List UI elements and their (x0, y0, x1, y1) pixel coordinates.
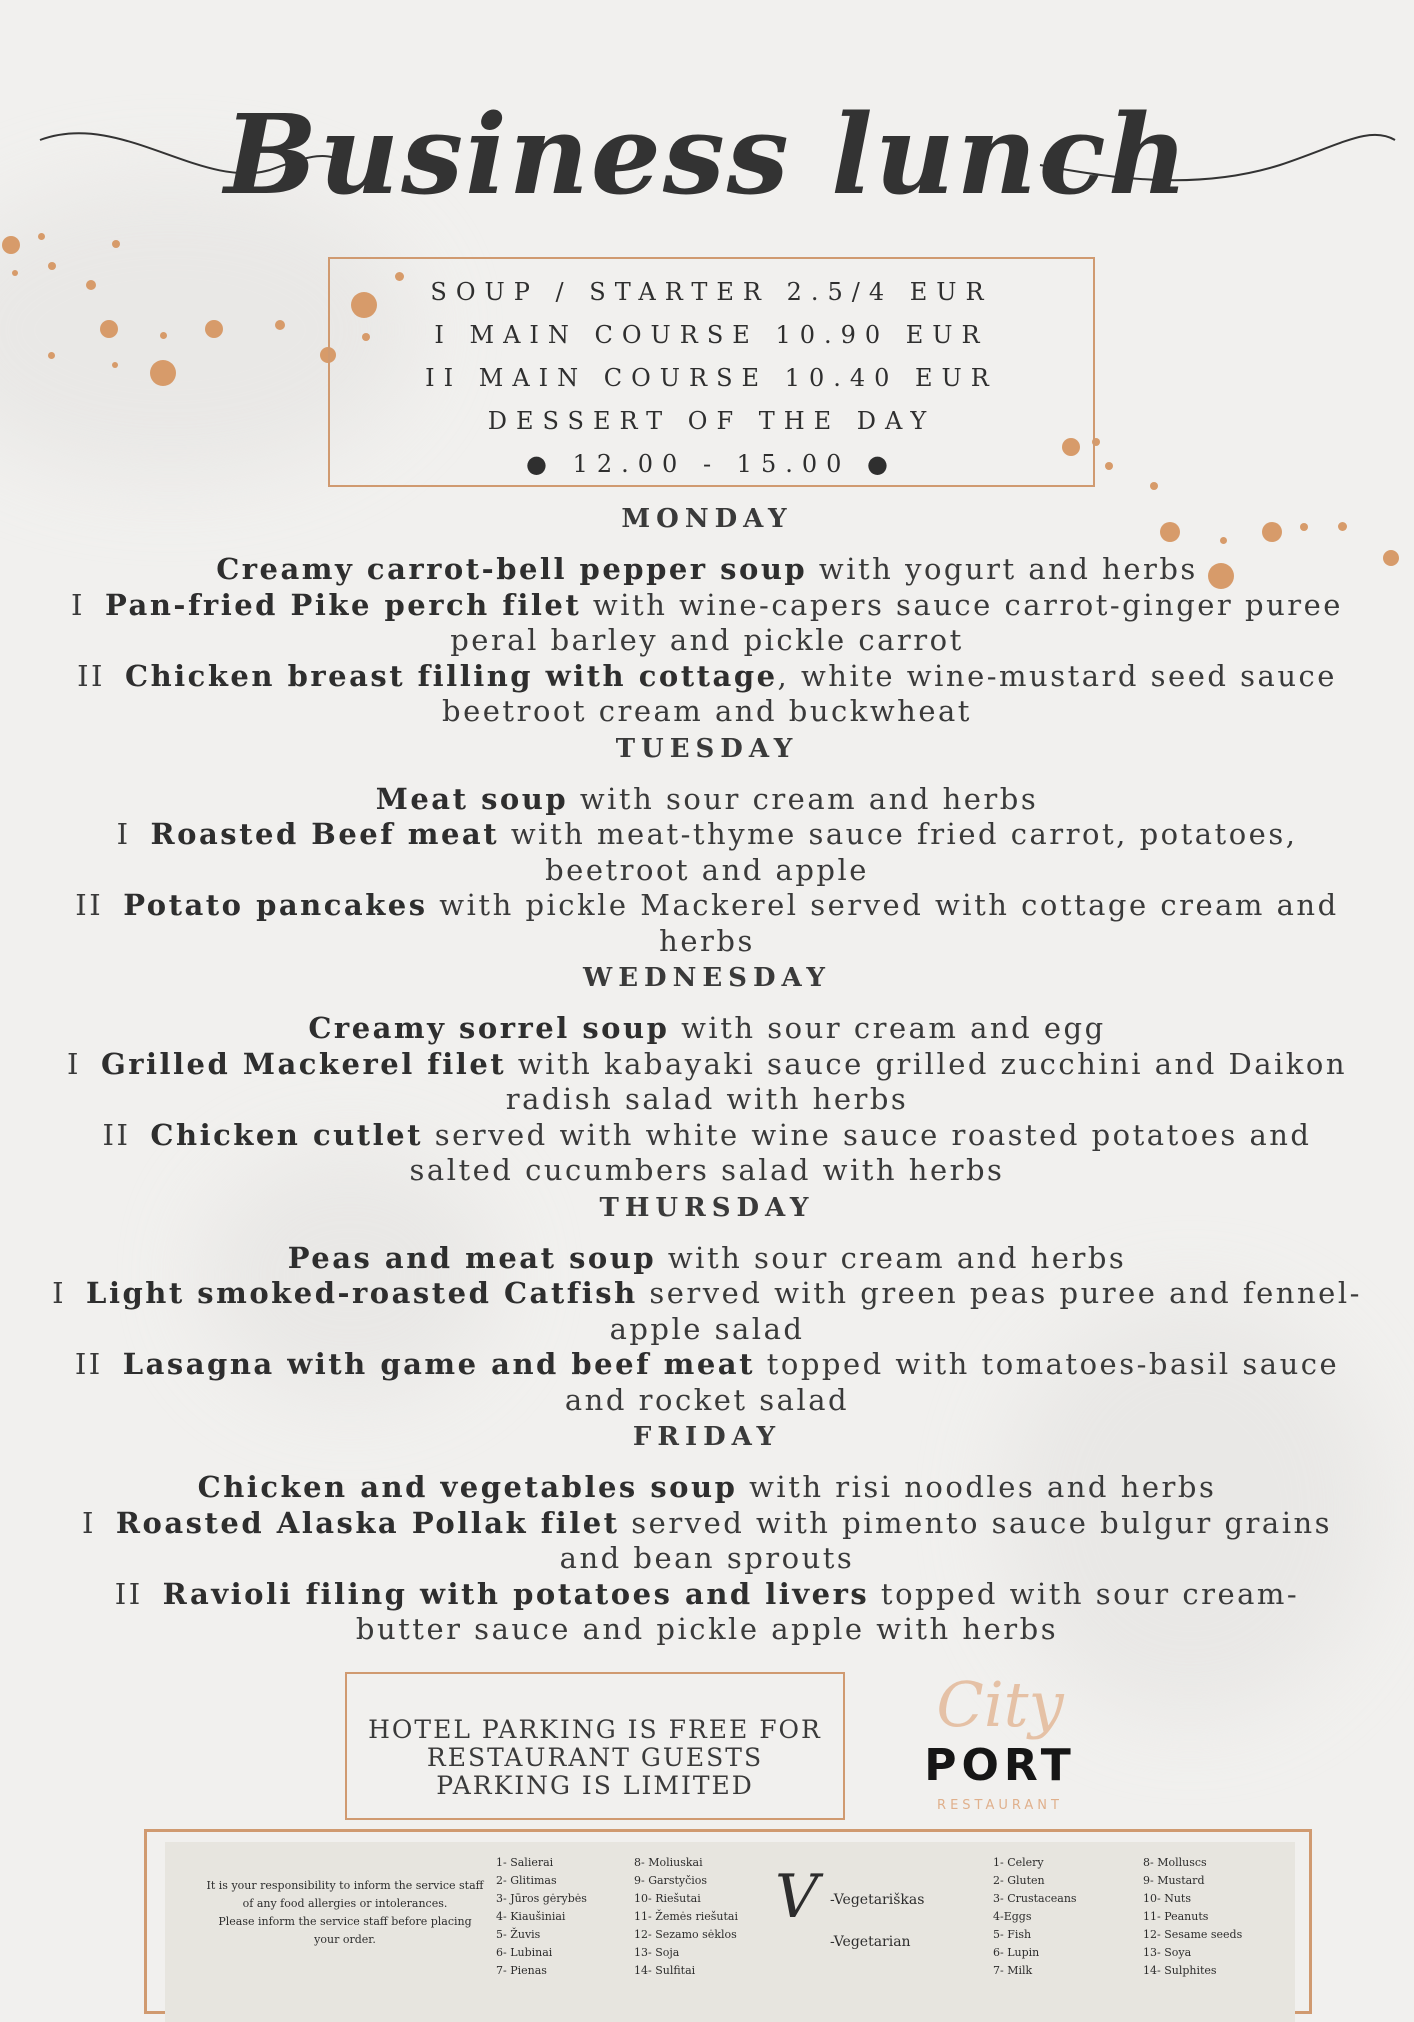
course-number: II (102, 1117, 131, 1152)
allergen-item: 3- Crustaceans (993, 1892, 1077, 1905)
allergen-item: 13- Soya (1143, 1946, 1192, 1959)
allergen-item: 14- Sulphites (1143, 1964, 1217, 1977)
allergen-item: 6- Lupin (993, 1946, 1040, 1959)
allergen-item: 8- Moliuskai (634, 1856, 703, 1869)
dish-continuation: and bean sprouts (559, 1541, 855, 1575)
allergen-item: 1- Celery (993, 1856, 1044, 1869)
dish-continuation: beetroot cream and buckwheat (442, 694, 972, 728)
dish-name: Creamy carrot-bell pepper soup (216, 552, 808, 586)
dish-continuation: butter sauce and pickle apple with herbs (355, 1612, 1059, 1646)
allergen-item: 11- Žemės riešutai (634, 1910, 738, 1923)
allergen-item: 9- Mustard (1143, 1874, 1205, 1887)
dish-description: with kabayaki sauce grilled zucchini and Daikon (506, 1046, 1347, 1081)
price-main-1: I MAIN COURSE 10.90 EUR (434, 321, 989, 349)
soup-line (40, 552, 1374, 588)
course-number: I (116, 817, 131, 851)
allergen-item: 3- Jūros gėrybės (496, 1892, 587, 1905)
main-course-2 (40, 1347, 1374, 1383)
parking-notice (345, 1672, 845, 1820)
soup-line (40, 1011, 1374, 1047)
course-number: II (74, 1347, 103, 1381)
dish-continuation: herbs (659, 923, 755, 958)
main-course-1 (40, 588, 1374, 624)
allergen-item: 10- Nuts (1143, 1892, 1191, 1905)
allergen-item: 11- Peanuts (1143, 1910, 1209, 1923)
dish-name: Roasted Beef meat (150, 817, 500, 851)
parking-line: PARKING IS LIMITED (436, 1771, 754, 1800)
dish-description: with yogurt and herbs (807, 552, 1198, 586)
dish-name: Chicken breast filling with cottage (125, 658, 778, 693)
allergen-item: 12- Sesame seeds (1143, 1928, 1243, 1941)
day-heading: FRIDAY (632, 1422, 782, 1452)
day-section (40, 500, 1374, 730)
allergen-list-lt-1 (496, 1854, 587, 1980)
allergen-item: 5- Fish (993, 1928, 1032, 1941)
dish-description: topped with tomatoes-basil sauce (754, 1347, 1340, 1381)
allergen-item: 1- Salierai (496, 1856, 554, 1869)
allergen-item: 13- Soja (634, 1946, 680, 1959)
dish-description: with sour cream and egg (669, 1011, 1106, 1045)
main-course-2 (40, 659, 1374, 695)
day-section (40, 1189, 1374, 1419)
allergen-item: 9- Garstyčios (634, 1874, 708, 1887)
allergen-item: 2- Glitimas (496, 1874, 557, 1887)
allergen-item: 4-Eggs (993, 1910, 1032, 1923)
price-box (328, 257, 1095, 487)
dish-description: served with white wine sauce roasted potatoes and (422, 1117, 1312, 1152)
main-course-2 (40, 888, 1374, 924)
dish-name: Grilled Mackerel filet (100, 1046, 507, 1081)
dish-name: Light smoked-roasted Catfish (86, 1276, 638, 1310)
notice-line: Please inform the service staff before placing (218, 1915, 472, 1928)
dish-name: Potato pancakes (123, 888, 428, 922)
vegetarian-lt-label: -Vegetariškas (830, 1892, 925, 1908)
course-number: II (114, 1576, 143, 1611)
dish-description: topped with sour cream- (869, 1576, 1300, 1611)
allergen-panel (165, 1842, 1295, 2022)
allergen-item: 7- Pienas (496, 1964, 547, 1977)
allergy-notice (195, 1877, 495, 1949)
dish-description: , white wine-mustard seed sauce (777, 658, 1337, 693)
notice-line: of any food allergies or intolerances. (242, 1897, 448, 1910)
day-section (40, 1418, 1374, 1648)
vegetarian-v-icon: V (775, 1862, 819, 1932)
soup-line (40, 782, 1374, 818)
dish-description: with meat-thyme sauce fried carrot, potatoes, (499, 817, 1298, 851)
day-heading: MONDAY (621, 504, 793, 534)
dish-description: with risi noodles and herbs (737, 1470, 1217, 1504)
logo-name: PORT (924, 1740, 1076, 1791)
allergen-item: 6- Lubinai (496, 1946, 553, 1959)
course-number: II (77, 658, 105, 693)
allergen-list-lt-2 (634, 1854, 738, 1980)
dish-continuation: beetroot and apple (545, 852, 869, 887)
allergen-item: 12- Sezamo sėklos (634, 1928, 737, 1941)
parking-line: RESTAURANT GUESTS (426, 1743, 764, 1772)
allergen-item: 4- Kiaušiniai (496, 1910, 566, 1923)
price-main-2: II MAIN COURSE 10.40 EUR (425, 364, 998, 392)
allergen-list-en-2 (1143, 1854, 1242, 1980)
main-course-1 (40, 1276, 1374, 1312)
dish-name: Roasted Alaska Pollak filet (115, 1505, 620, 1540)
course-number: I (71, 587, 86, 622)
main-course-2 (40, 1118, 1374, 1154)
soup-line (40, 1241, 1374, 1277)
allergen-info (144, 1829, 1312, 2014)
dish-continuation: and rocket salad (564, 1382, 850, 1417)
course-number: I (52, 1276, 67, 1310)
dish-description: with sour cream and herbs (656, 1240, 1127, 1275)
dish-name: Meat soup (375, 781, 569, 816)
day-section (40, 959, 1374, 1189)
restaurant-logo (910, 1668, 1090, 1818)
dish-name: Ravioli filing with potatoes and livers (162, 1576, 870, 1611)
notice-line: your order. (314, 1933, 376, 1946)
dish-continuation: apple salad (609, 1311, 805, 1346)
title-area (0, 70, 1414, 240)
price-soup: SOUP / STARTER 2.5/4 EUR (430, 278, 993, 306)
day-heading: THURSDAY (599, 1192, 815, 1223)
main-course-1 (40, 1506, 1374, 1542)
dish-name: Creamy sorrel soup (308, 1011, 670, 1045)
main-course-2 (40, 1577, 1374, 1613)
allergen-list-en-1 (993, 1854, 1077, 1980)
dish-description: with sour cream and herbs (568, 781, 1039, 816)
dish-name: Lasagna with game and beef meat (122, 1347, 755, 1381)
allergen-item: 14- Sulfitai (634, 1964, 696, 1977)
main-course-1 (40, 1047, 1374, 1083)
price-dessert: DESSERT OF THE DAY (487, 407, 936, 435)
allergen-item: 10- Riešutai (634, 1892, 701, 1905)
day-section (40, 730, 1374, 960)
serving-hours: ● 12.00 - 15.00 ● (526, 450, 897, 478)
dish-description: served with green peas puree and fennel- (637, 1276, 1362, 1310)
vegetarian-en-label: -Vegetarian (830, 1934, 911, 1950)
dish-name: Peas and meat soup (287, 1240, 657, 1275)
dish-name: Pan-fried Pike perch filet (105, 587, 582, 622)
dish-description: with pickle Mackerel served with cottage cream and (427, 888, 1339, 922)
allergen-item: 7- Milk (993, 1964, 1033, 1977)
dish-continuation: peral barley and pickle carrot (450, 623, 964, 657)
main-course-1 (40, 817, 1374, 853)
allergen-item: 2- Gluten (993, 1874, 1045, 1887)
dish-description: served with pimento sauce bulgur grains (619, 1505, 1333, 1540)
parking-line: HOTEL PARKING IS FREE FOR (368, 1715, 822, 1744)
notice-line: It is your responsibility to inform the service staff (206, 1879, 484, 1892)
dish-name: Chicken and vegetables soup (197, 1470, 738, 1504)
allergen-item: 8- Molluscs (1143, 1856, 1207, 1869)
course-number: II (75, 888, 104, 922)
page-title: Business lunch (224, 90, 1190, 219)
logo-subtitle: RESTAURANT (937, 1798, 1063, 1813)
soup-line (40, 1470, 1374, 1506)
dish-continuation: radish salad with herbs (505, 1082, 909, 1116)
course-number: I (81, 1505, 96, 1540)
course-number: I (66, 1046, 81, 1081)
dish-description: with wine-capers sauce carrot-ginger puree (581, 587, 1343, 622)
allergen-item: 5- Žuvis (496, 1928, 541, 1941)
weekly-menu (40, 500, 1374, 1648)
dish-continuation: salted cucumbers salad with herbs (409, 1153, 1005, 1187)
logo-script: City (936, 1668, 1064, 1741)
day-heading: TUESDAY (615, 733, 799, 764)
dish-name: Chicken cutlet (150, 1117, 423, 1152)
day-heading: WEDNESDAY (583, 963, 831, 993)
